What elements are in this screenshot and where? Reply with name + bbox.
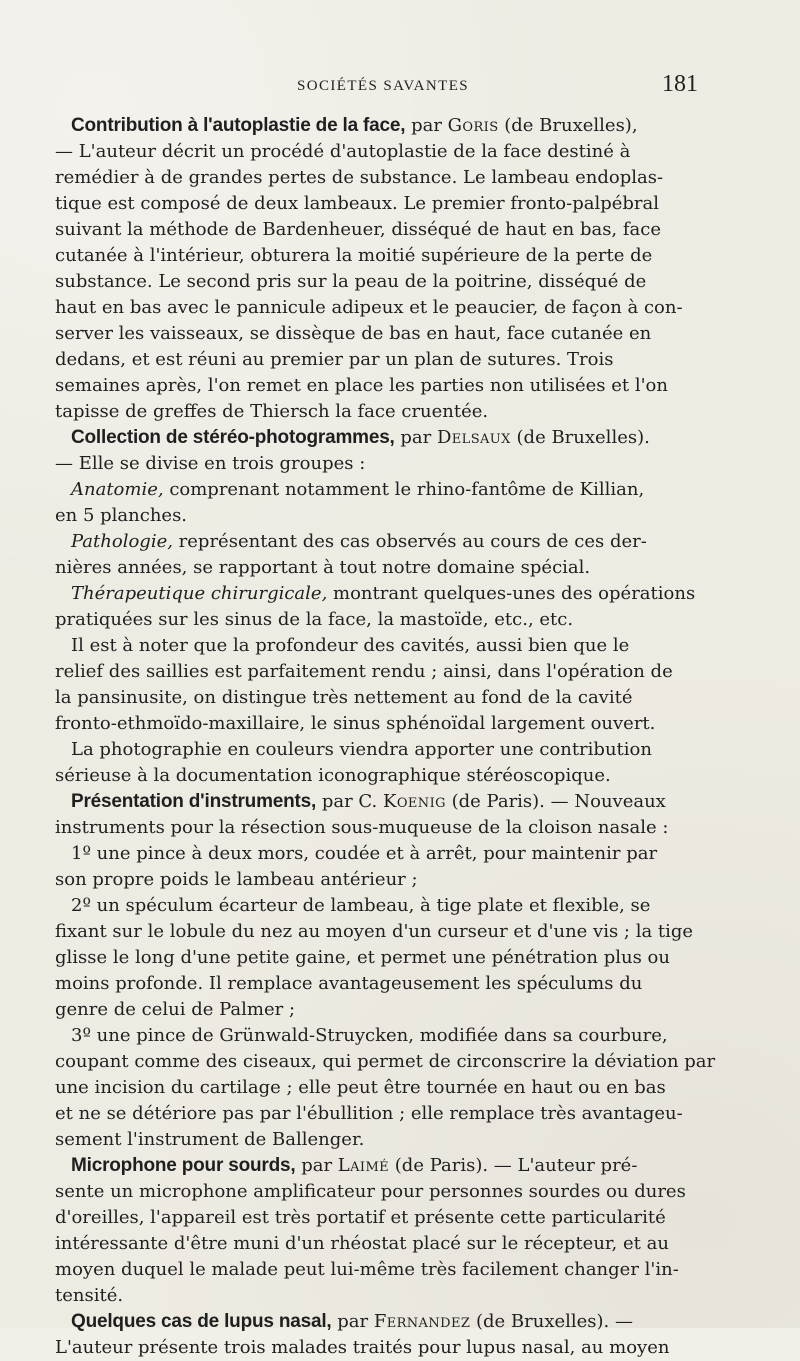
text-line [55,373,695,399]
text-line [55,1231,695,1257]
line-text: et ne se détériore pas par l'ébullition ; elle remplace très avantageu- [55,1103,683,1124]
text-line [55,581,695,607]
line-text: sente un microphone amplificateur pour personnes sourdes ou dures [55,1181,686,1202]
entry-text: par C. [316,791,383,812]
italic-term: Anatomie, [71,479,164,500]
line-text: server les vaisseaux, se dissèque de bas en haut, face cutanée en [55,323,652,344]
line-text: suivant la méthode de Bardenheuer, disséqué de haut en bas, face [55,219,662,240]
line-text: tapisse de greffes de Thiersch la face cruentée. [55,401,489,422]
text-line [55,1179,695,1205]
text-line [55,477,695,503]
italic-term: Pathologie, [71,531,173,552]
entry-heading: Présentation d'instruments, [71,791,317,812]
line-text: Il est à noter que la profondeur des cavités, aussi bien que le [71,635,630,656]
text-line [55,997,695,1023]
text-line [55,1075,695,1101]
text-line [55,737,695,763]
text-line [55,1049,716,1075]
author-name: Laimé [337,1155,390,1176]
author-name: Koenig [383,791,446,812]
line-text: instruments pour la résection sous-muqueuse de la cloison nasale : [55,817,669,838]
text-line [55,633,695,659]
line-text: dedans, et est réuni au premier par un plan de sutures. Trois [55,349,614,370]
line-text: 1º une pince à deux mors, coudée et à arrêt, pour maintenir par [71,843,658,864]
entry-text: par [331,1311,374,1332]
page-number: 181 [662,71,698,97]
line-text: coupant comme des ciseaux, qui permet de circonscrire la déviation par [55,1051,716,1072]
line-text: représentant des cas observés au cours de ces der- [172,531,647,552]
line-text: cutanée à l'intérieur, obturera la moitié supérieure de la perte de [55,245,653,266]
text-line [55,295,695,321]
text-line [55,113,695,139]
line-text: — Elle se divise en trois groupes : [55,453,366,474]
text-line [55,1023,695,1049]
author-name: Goris [447,115,499,136]
text-line [55,139,695,165]
entry-text: par [394,427,437,448]
text-line [55,217,695,243]
line-text: pratiquées sur les sinus de la face, la mastoïde, etc., etc. [55,609,574,630]
entry-text: (de Paris). — Nouveaux [445,791,666,812]
line-text: substance. Le second pris sur la peau de la poitrine, disséqué de [55,271,647,292]
text-line [55,529,695,555]
entry-heading: Quelques cas de lupus nasal, [71,1311,332,1332]
running-title: SOCIÉTÉS SAVANTES [296,78,470,94]
text-line [55,919,695,945]
article-text [55,113,716,1361]
line-text: relief des saillies est parfaitement rendu ; ainsi, dans l'opération de [55,661,673,682]
text-line [55,555,695,581]
line-text: sement l'instrument de Ballenger. [55,1129,365,1150]
text-line [55,1309,695,1335]
line-text: tensité. [55,1285,124,1306]
entry-text: (de Bruxelles). — [470,1311,634,1332]
line-text: semaines après, l'on remet en place les parties non utilisées et l'on [55,375,668,396]
line-text: La photographie en couleurs viendra apporter une contribution [71,739,652,760]
text-line [55,1205,695,1231]
line-text: remédier à de grandes pertes de substance. Le lambeau endoplas- [55,167,664,188]
text-line [55,971,695,997]
text-line [55,893,695,919]
line-text: L'auteur présente trois malades traités pour lupus nasal, au moyen [55,1337,670,1358]
line-text: 2º un spéculum écarteur de lambeau, à tige plate et flexible, se [71,895,651,916]
line-text: comprenant notamment le rhino-fantôme de Killian, [163,479,645,500]
text-line [55,191,695,217]
entry-text: (de Paris). — L'auteur pré- [389,1155,638,1176]
line-text: fixant sur le lobule du nez au moyen d'un curseur et d'une vis ; la tige [55,921,694,942]
entry-heading: Microphone pour sourds, [71,1155,296,1176]
text-line [55,347,695,373]
text-line [55,685,695,711]
text-line [55,607,695,633]
entry-heading: Contribution à l'autoplastie de la face, [71,115,406,136]
text-line [55,867,695,893]
text-line [55,789,695,815]
line-text: nières années, se rapportant à tout notre domaine spécial. [55,557,591,578]
entry-text: par [295,1155,338,1176]
line-text: montrant quelques-unes des opérations [327,583,696,604]
text-line [55,1335,695,1361]
entry-text: (de Bruxelles). [510,427,650,448]
entry-heading: Collection de stéréo-photogrammes, [71,427,395,448]
text-line [55,815,695,841]
line-text: la pansinusite, on distingue très nettement au fond de la cavité [55,687,633,708]
text-line [55,1283,695,1309]
line-text: une incision du cartilage ; elle peut être tournée en haut ou en bas [55,1077,666,1098]
text-line [55,1101,695,1127]
entry-text: par [405,115,448,136]
line-text: son propre poids le lambeau antérieur ; [55,869,418,890]
text-line [55,841,695,867]
text-line [55,321,695,347]
text-line [55,763,695,789]
italic-term: Thérapeutique chirurgicale, [71,583,328,604]
text-line [55,1153,695,1179]
text-line [55,659,695,685]
text-line [55,1127,695,1153]
author-name: Delsaux [436,427,511,448]
line-text: en 5 planches. [55,505,188,526]
text-line [55,503,695,529]
line-text: intéressante d'être muni d'un rhéostat placé sur le récepteur, et au [55,1233,669,1254]
author-name: Fernandez [373,1311,471,1332]
text-line [55,945,695,971]
line-text: sérieuse à la documentation iconographique stéréoscopique. [55,765,611,786]
line-text: fronto-ethmoïdo-maxillaire, le sinus sphénoïdal largement ouvert. [55,713,656,734]
text-line [55,711,695,737]
page-header [68,70,698,98]
text-line [55,243,695,269]
text-line [55,399,695,425]
line-text: haut en bas avec le pannicule adipeux et le peaucier, de façon à con- [55,297,683,318]
line-text: tique est composé de deux lambeaux. Le premier fronto-palpébral [55,193,660,214]
line-text: 3º une pince de Grünwald-Struycken, modifiée dans sa courbure, [71,1025,668,1046]
text-line [55,165,695,191]
line-text: moins profonde. Il remplace avantageusement les spéculums du [55,973,643,994]
text-line [55,425,695,451]
entry-text: (de Bruxelles), [498,115,638,136]
line-text: moyen duquel le malade peut lui-même très facilement changer l'in- [55,1259,679,1280]
line-text: d'oreilles, l'appareil est très portatif et présente cette particularité [55,1207,666,1228]
text-line [55,269,695,295]
line-text: genre de celui de Palmer ; [55,999,296,1020]
line-text: — L'auteur décrit un procédé d'autoplastie de la face destiné à [55,141,631,162]
text-line [55,451,695,477]
text-line [55,1257,695,1283]
line-text: glisse le long d'une petite gaine, et permet une pénétration plus ou [55,947,670,968]
